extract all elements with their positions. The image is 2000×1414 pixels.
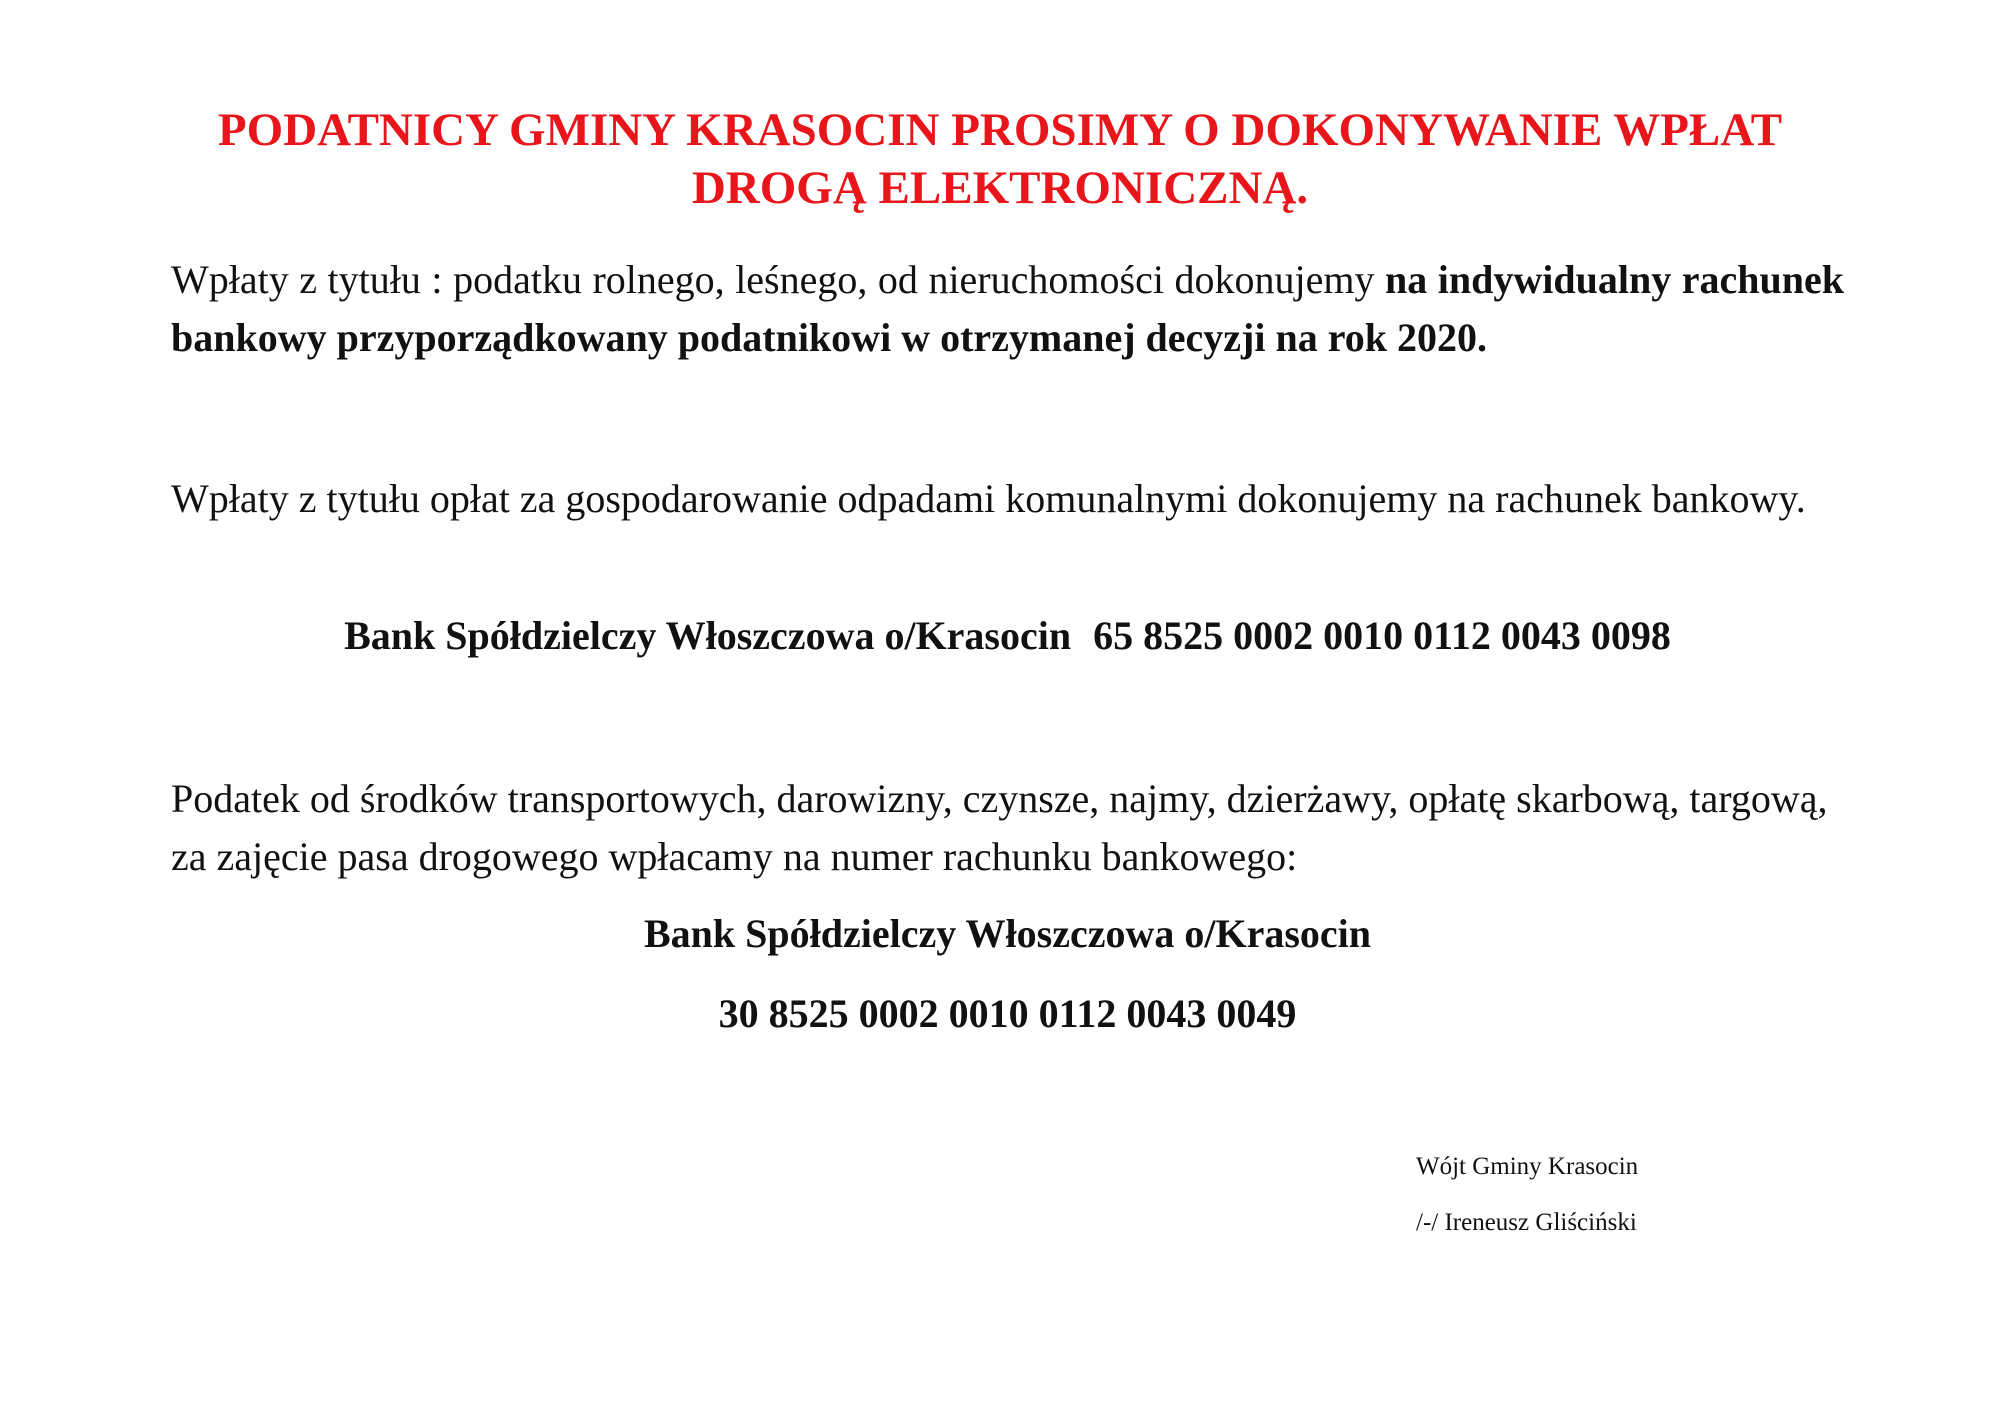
bank-account-number-other-fees: 30 8525 0002 0010 0112 0043 0049 xyxy=(718,991,1297,1036)
bank-name: Bank Spółdzielczy Włoszczowa o/Krasocin xyxy=(344,613,1072,658)
bank-account-waste xyxy=(171,611,1844,661)
title-line-1: PODATNICY GMINY KRASOCIN PROSIMY O DOKONYWANIE WPŁAT xyxy=(217,104,1783,156)
signature-name: /-/ Ireneusz Gliściński xyxy=(1416,1209,1637,1236)
paragraph-property-taxes xyxy=(171,251,1844,367)
bank-account-number: 65 8525 0002 0010 0112 0043 0098 xyxy=(1093,613,1671,658)
bank-name-other-fees: Bank Spółdzielczy Włoszczowa o/Krasocin xyxy=(643,911,1372,956)
signature-position: Wójt Gminy Krasocin xyxy=(1416,1153,1639,1180)
paragraph-property-taxes-bold: na indywidualny rachunek bankowy przyporządkowany podatnikowi w otrzymanej decyzji na rok 2020. xyxy=(171,257,1844,360)
title-line-2: DROGĄ ELEKTRONICZNĄ. xyxy=(691,162,1309,214)
notice-title xyxy=(170,101,1830,217)
paragraph-waste-fees: Wpłaty z tytułu opłat za gospodarowanie odpadami komunalnymi dokonujemy na rachunek bankowy. xyxy=(171,476,1806,521)
paragraph-other-fees: Podatek od środków transportowych, darowizny, czynsze, najmy, dzierżawy, opłatę skarbową, targową, za zajęcie pasa drogowego wpłacamy na numer rachunku bankowego: xyxy=(171,776,1828,879)
paragraph-property-taxes-normal: Wpłaty z tytułu : podatku rolnego, leśnego, od nieruchomości dokonujemy xyxy=(171,257,1385,302)
